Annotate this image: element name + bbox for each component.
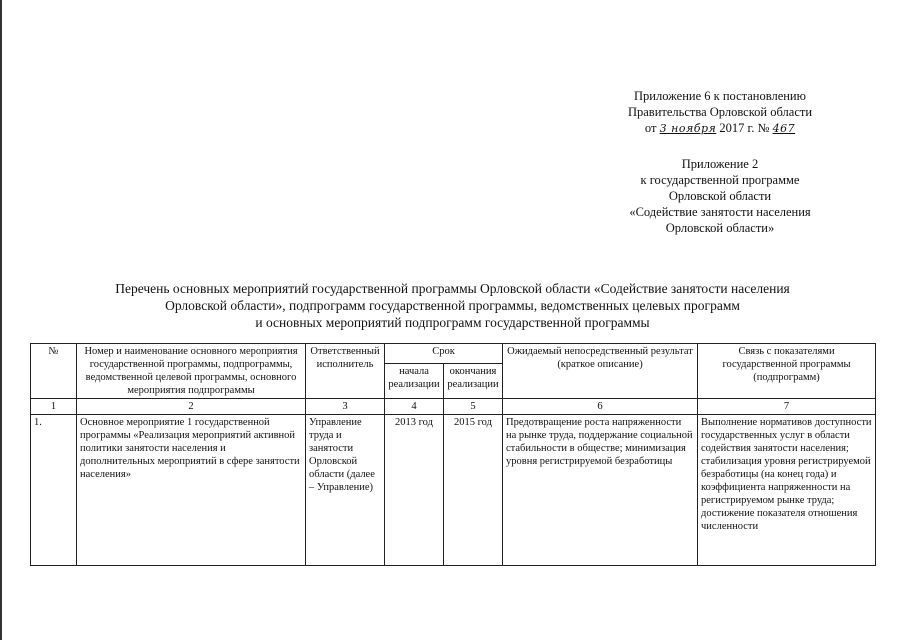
row-start: 2013 год bbox=[385, 415, 444, 566]
header-row bbox=[31, 344, 876, 364]
appendix2-block bbox=[560, 156, 880, 236]
measures-table bbox=[30, 343, 876, 566]
header-name: Номер и наименование основного мероприятия государственной программы, подпрограммы, ведомственной целевой программы, основного мероприятия подпрограммы bbox=[77, 344, 306, 399]
date-prefix: от bbox=[644, 121, 657, 135]
column-number-row bbox=[31, 399, 876, 415]
appendix6-block bbox=[560, 88, 880, 137]
row-num: 1. bbox=[31, 415, 77, 566]
row-result: Предотвращение роста напряженности на рынке труда, поддержание социальной стабильности в обществе; минимизация уровня регистрируемой безработицы bbox=[503, 415, 698, 566]
col-number: 6 bbox=[503, 399, 698, 415]
year-text: 2017 г. № bbox=[719, 121, 770, 135]
row-link: Выполнение нормативов доступности государственных услуг в области содействия занятости населения; стабилизация уровня регистрируемой безработицы (на конец года) и коэффициента напряженности на регистрируемом рынке труда; достижение показателя отношения численности bbox=[698, 415, 876, 566]
table-row bbox=[31, 415, 876, 566]
header-executor: Ответственный исполнитель bbox=[306, 344, 385, 399]
appendix2-line2: к государственной программе bbox=[640, 173, 800, 187]
appendix6-date-line bbox=[560, 120, 880, 137]
header-result: Ожидаемый непосредственный результат (краткое описание) bbox=[503, 344, 698, 399]
col-number: 3 bbox=[306, 399, 385, 415]
row-end: 2015 год bbox=[444, 415, 503, 566]
header-link: Связь с показателями государственной программы (подпрограмм) bbox=[698, 344, 876, 399]
col-number: 1 bbox=[31, 399, 77, 415]
appendix2-line3: Орловской области bbox=[668, 189, 772, 203]
header-num: № bbox=[31, 344, 77, 399]
document-title bbox=[30, 280, 875, 331]
handwritten-number: 467 bbox=[772, 122, 796, 135]
col-number: 5 bbox=[444, 399, 503, 415]
appendix6-line1: Приложение 6 к постановлению bbox=[634, 89, 806, 103]
page-edge-rule bbox=[0, 0, 2, 640]
header-end: окончания реализации bbox=[444, 363, 503, 398]
appendix2-line4: «Содействие занятости населения bbox=[629, 205, 811, 219]
title-line3: и основных мероприятий подпрограмм государственной программы bbox=[255, 315, 650, 330]
title-line2: Орловской области», подпрограмм государственной программы, ведомственных целевых программ bbox=[165, 298, 740, 313]
title-line1: Перечень основных мероприятий государственной программы Орловской области «Содействие занятости населения bbox=[115, 281, 790, 296]
appendix2-line5: Орловской области» bbox=[665, 221, 775, 235]
row-name: Основное мероприятие 1 государственной программы «Реализация мероприятий активной политики занятости населения и дополнительных мероприятий в сфере занятости населения» bbox=[77, 415, 306, 566]
col-number: 2 bbox=[77, 399, 306, 415]
appendix2-line1: Приложение 2 bbox=[681, 157, 759, 171]
handwritten-date: 3 ноября bbox=[659, 122, 717, 135]
row-executor: Управление труда и занятости Орловской области (далее – Управление) bbox=[306, 415, 385, 566]
header-start: начала реализации bbox=[385, 363, 444, 398]
appendix6-line2: Правительства Орловской области bbox=[627, 105, 813, 119]
header-term: Срок bbox=[385, 344, 503, 364]
col-number: 4 bbox=[385, 399, 444, 415]
col-number: 7 bbox=[698, 399, 876, 415]
